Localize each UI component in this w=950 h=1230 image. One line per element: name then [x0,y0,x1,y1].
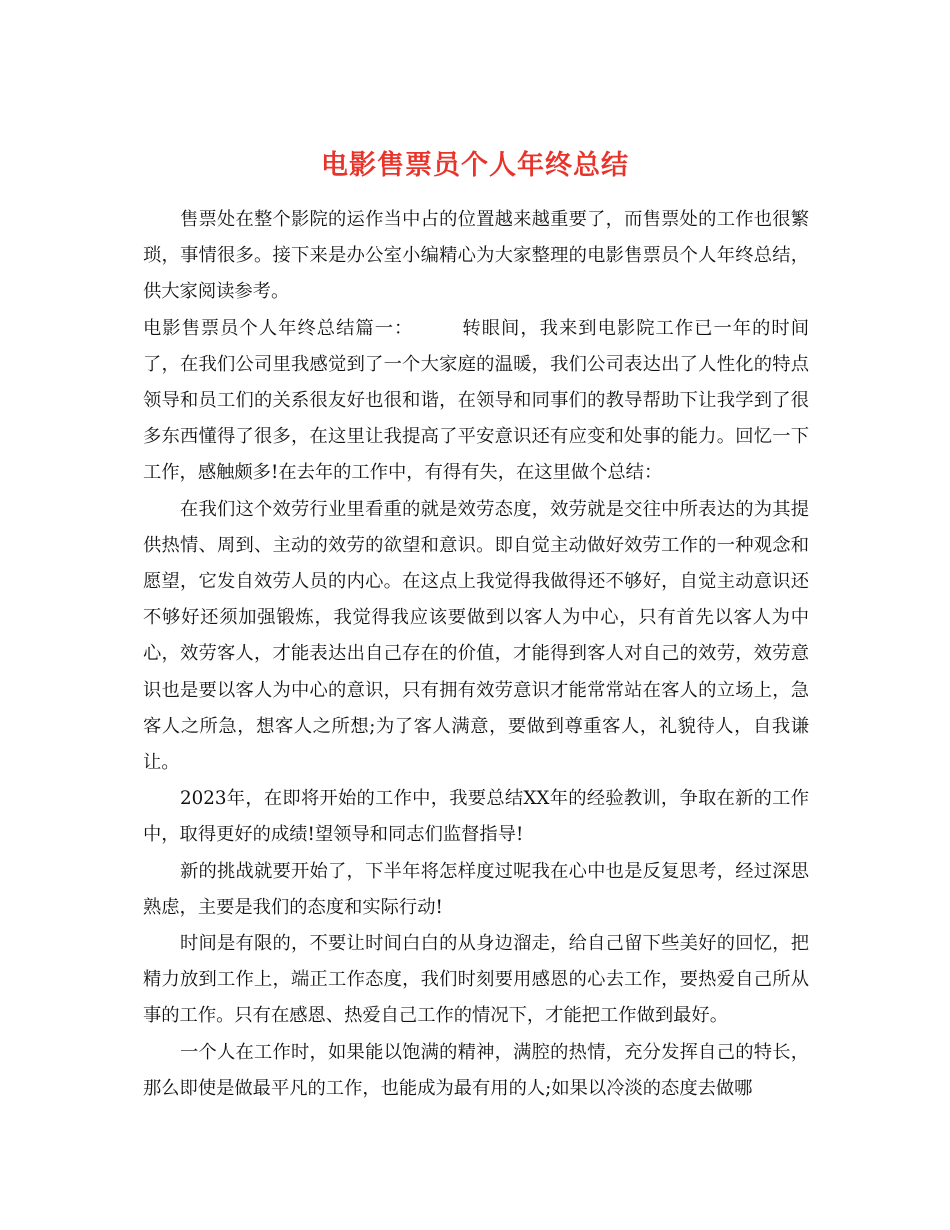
document-title: 电影售票员个人年终总结 [321,150,629,182]
body-paragraph: 在我们这个效劳行业里看重的就是效劳态度，效劳就是交往中所表达的为其提供热情、周到、主动的效劳的欲望和意识。即自觉主动做好效劳工作的一种观念和愿望，它发自效劳人员的内心。在这点上我觉得我做得还不够好，自觉主动意识还不够好还须加强锻炼，我觉得我应该要做到以客人为中心，只有首先以客人为中心，效劳客人，才能表达出自己存在的价值，才能得到客人对自己的效劳，效劳意识也是要以客人为中心的意识，只有拥有效劳意识才能常常站在客人的立场上，急客人之所急，想客人之所想;为了客人满意，要做到尊重客人，礼貌待人，自我谦让。 [143,498,809,774]
body-paragraph: 新的挑战就要开始了，下半年将怎样度过呢我在心中也是反复思考，经过深思熟虑，主要是我们的态度和实际行动! [143,860,809,918]
body-paragraph: 一个人在工作时，如果能以饱满的精神，满腔的热情，充分发挥自己的特长，那么即使是做最平凡的工作，也能成为最有用的人;如果以冷淡的态度去做哪 [143,1041,809,1099]
section-heading: 电影售票员个人年终总结篇一： [143,317,414,339]
document-body [143,202,809,1107]
body-paragraph: 2023年，在即将开始的工作中，我要总结XX年的经验教训，争取在新的工作中，取得更好的成绩!望领导和同志们监督指导! [143,788,809,846]
section-first-text: 转眼间，我来到电影院工作已一年的时间了，在我们公司里我感觉到了一个大家庭的温暖，我们公司表达出了人性化的特点领导和员工们的关系很友好也很和谐，在领导和同事们的教导帮助下让我学到了很多东西懂得了很多，在这里让我提高了平安意识还有应变和处事的能力。回忆一下工作，感触颇多!在去年的工作中，有得有失，在这里做个总结： [143,317,809,484]
body-paragraph: 时间是有限的，不要让时间白白的从身边溜走，给自己留下些美好的回忆，把精力放到工作上，端正工作态度，我们时刻要用感恩的心去工作，要热爱自己所从事的工作。只有在感恩、热爱自己工作的情况下，才能把工作做到最好。 [143,933,809,1027]
intro-paragraph: 售票处在整个影院的运作当中占的位置越来越重要了，而售票处的工作也很繁琐，事情很多。接下来是办公室小编精心为大家整理的电影售票员个人年终总结，供大家阅读参考。 [143,209,809,303]
section-paragraph [143,311,809,492]
